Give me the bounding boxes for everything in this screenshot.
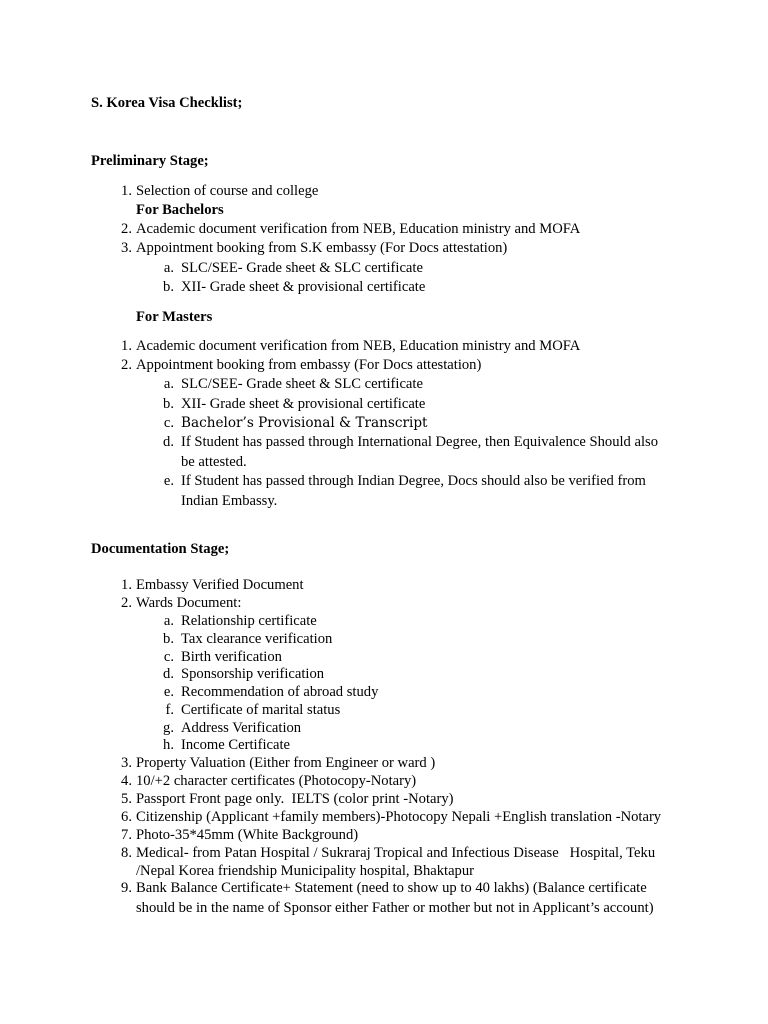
sub-list-text: Sponsorship verification <box>181 666 325 682</box>
list-text-continued: /Nepal Korea friendship Municipality hospital, Bhaktapur <box>136 863 475 879</box>
preliminary-heading: Preliminary Stage; <box>91 153 209 169</box>
sub-list-letter: d. <box>163 434 174 450</box>
sub-list-letter: a. <box>163 260 174 276</box>
list-number: 3. <box>121 755 132 771</box>
sub-list-letter: c. <box>163 415 174 431</box>
list-number: 9. <box>121 880 132 896</box>
sub-list-text-continued: be attested. <box>181 454 247 470</box>
sub-list-text: Income Certificate <box>181 737 290 753</box>
list-number: 2. <box>121 221 132 237</box>
list-number: 1. <box>121 577 132 593</box>
list-text: Citizenship (Applicant +family members)-Photocopy Nepali +English translation -Notary <box>136 809 662 825</box>
sub-list-text: Address Verification <box>181 720 302 736</box>
list-number: 1. <box>121 338 132 354</box>
sub-list-text: Tax clearance verification <box>181 631 333 647</box>
list-text: Medical- from Patan Hospital / Sukraraj Tropical and Infectious Disease Hospital, Teku <box>136 845 656 861</box>
list-text: Academic document verification from NEB, Education ministry and MOFA <box>136 338 581 354</box>
sub-list-letter: e. <box>163 684 174 700</box>
list-text: Selection of course and college <box>136 183 319 199</box>
sub-list-text: SLC/SEE- Grade sheet & SLC certificate <box>181 260 423 276</box>
sub-list-letter: g. <box>163 720 174 736</box>
list-number: 3. <box>121 240 132 256</box>
list-text: Wards Document: <box>136 595 242 611</box>
list-number: 8. <box>121 845 132 861</box>
list-text: Embassy Verified Document <box>136 577 304 593</box>
list-text: Photo-35*45mm (White Background) <box>136 827 359 843</box>
list-text: 10/+2 character certificates (Photocopy-Notary) <box>136 773 417 789</box>
sub-list-letter: d. <box>163 666 174 682</box>
sub-list-text: Bachelor’s Provisional & Transcript <box>181 415 428 431</box>
sub-list-text: Recommendation of abroad study <box>181 684 379 700</box>
sub-list-text: Certificate of marital status <box>181 702 341 718</box>
list-text: Property Valuation (Either from Engineer or ward ) <box>136 755 436 771</box>
masters-heading: For Masters <box>136 309 213 325</box>
list-number: 1. <box>121 183 132 199</box>
list-text: Appointment booking from embassy (For Docs attestation) <box>136 357 482 373</box>
sub-list-letter: b. <box>163 396 174 412</box>
sub-list-letter: b. <box>163 631 174 647</box>
list-number: 6. <box>121 809 132 825</box>
list-number: 2. <box>121 595 132 611</box>
list-text-continued: should be in the name of Sponsor either Father or mother but not in Applicant’s account) <box>136 900 654 916</box>
list-text: Bank Balance Certificate+ Statement (need to show up to 40 lakhs) (Balance certificate <box>136 880 647 896</box>
sub-list-letter: b. <box>163 279 174 295</box>
list-number: 2. <box>121 357 132 373</box>
list-number: 7. <box>121 827 132 843</box>
list-text: Passport Front page only. IELTS (color print -Notary) <box>136 791 454 807</box>
sub-list-text-continued: Indian Embassy. <box>181 493 278 509</box>
sub-list-text: If Student has passed through Indian Degree, Docs should also be verified from <box>181 473 646 489</box>
list-number: 5. <box>121 791 132 807</box>
sub-list-text: Birth verification <box>181 649 282 665</box>
sub-list-letter: f. <box>165 702 174 718</box>
sub-list-text: XII- Grade sheet & provisional certificate <box>181 279 426 295</box>
list-number: 4. <box>121 773 132 789</box>
sub-list-letter: h. <box>163 737 174 753</box>
sub-list-letter: c. <box>163 649 174 665</box>
list-text: Appointment booking from S.K embassy (For Docs attestation) <box>136 240 508 256</box>
bachelors-heading: For Bachelors <box>136 202 224 218</box>
documentation-heading: Documentation Stage; <box>91 541 230 557</box>
sub-list-text: If Student has passed through International Degree, then Equivalence Should also <box>181 434 659 450</box>
sub-list-letter: a. <box>163 376 174 392</box>
list-text: Academic document verification from NEB, Education ministry and MOFA <box>136 221 581 237</box>
sub-list-text: XII- Grade sheet & provisional certificate <box>181 396 426 412</box>
sub-list-text: Relationship certificate <box>181 613 317 629</box>
sub-list-letter: e. <box>163 473 174 489</box>
document-title: S. Korea Visa Checklist; <box>91 95 243 111</box>
sub-list-text: SLC/SEE- Grade sheet & SLC certificate <box>181 376 423 392</box>
sub-list-letter: a. <box>163 613 174 629</box>
